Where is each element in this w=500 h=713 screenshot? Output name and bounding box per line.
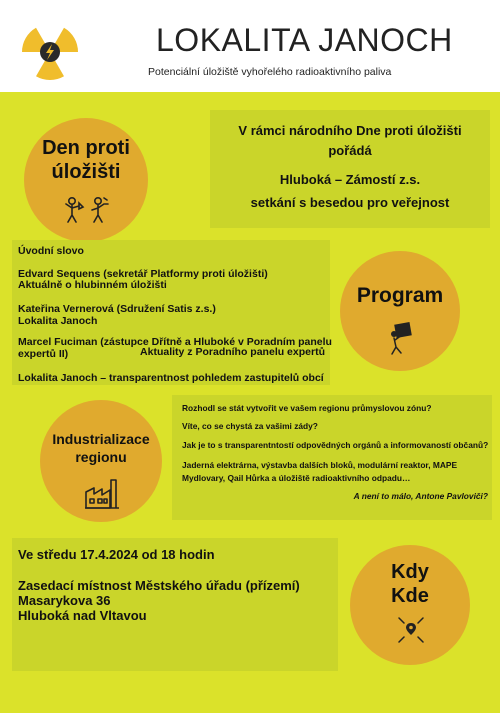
- closing-question: A není to málo, Antone Pavloviči?: [353, 491, 488, 501]
- program-item: Marcel Fuciman (zástupce Dřítně a Hluboké v Poradním panelu: [18, 336, 332, 348]
- industrialization-heading-line1: Industrializace: [52, 431, 150, 447]
- question-line: Jak je to s transparentntostí odpovědných orgánů a informovaností občanů?: [182, 440, 489, 450]
- venue-line: Zasedací místnost Městského úřadu (přízemí): [18, 578, 300, 593]
- event-line: pořádá: [328, 143, 372, 158]
- program-item: Úvodní slovo: [18, 245, 84, 257]
- event-line: V rámci národního Dne proti úložišti: [238, 123, 462, 138]
- where-heading: Kde: [391, 585, 429, 607]
- event-heading-line2: úložišti: [51, 161, 121, 183]
- question-line: Víte, co se chystá za vašimi zády?: [182, 421, 318, 431]
- program-item: Aktuality z Poradního panelu expertů: [140, 346, 325, 358]
- program-item: Aktuálně o hlubinném úložišti: [18, 279, 167, 291]
- when-heading: Kdy: [391, 561, 429, 583]
- program-item: Kateřina Vernerová (Sdružení Satis z.s.): [18, 303, 216, 315]
- industrialization-heading: [40, 430, 162, 466]
- page-title: LOKALITA JANOCH: [156, 22, 453, 58]
- location-pin-arrows-icon: [397, 616, 425, 644]
- venue-address: Masarykova 36: [18, 593, 111, 608]
- program-heading: Program: [356, 284, 444, 307]
- factory-icon: [84, 476, 120, 510]
- event-date-time: Ve středu 17.4.2024 od 18 hodin: [18, 547, 215, 562]
- venue-city: Hluboká nad Vltavou: [18, 608, 147, 623]
- program-item: Lokalita Janoch: [18, 315, 98, 327]
- event-line: setkání s besedou pro veřejnost: [250, 195, 450, 210]
- protest-megaphone-icon: [62, 195, 110, 223]
- radiation-trefoil-lightning-icon: [18, 20, 82, 84]
- program-item: Edvard Sequens (sekretář Platformy proti úložišti): [18, 268, 268, 280]
- program-item: expertů II): [18, 348, 69, 360]
- program-item: Lokalita Janoch – transparentnost pohledem zastupitelů obcí: [18, 372, 324, 384]
- question-line: Rozhodl se stát vytvořit ve vašem regionu průmyslovou zónu?: [182, 403, 432, 413]
- question-line: Mydlovary, Qail Hůrka a úložiště radioaktivního odpadu…: [182, 473, 411, 483]
- event-heading-line1: Den proti: [42, 137, 130, 159]
- event-organizer: Hluboká – Zámostí z.s.: [279, 172, 421, 187]
- when-where-heading: [350, 560, 470, 608]
- industrialization-heading-line2: regionu: [75, 449, 127, 465]
- question-line: Jaderná elektrárna, výstavba dalších bloků, modulární reaktor, MAPE: [182, 460, 458, 470]
- carrying-box-icon: [384, 322, 418, 356]
- event-heading: [24, 136, 148, 184]
- page-subtitle: Potenciální úložiště vyhořelého radioaktivního paliva: [148, 66, 392, 78]
